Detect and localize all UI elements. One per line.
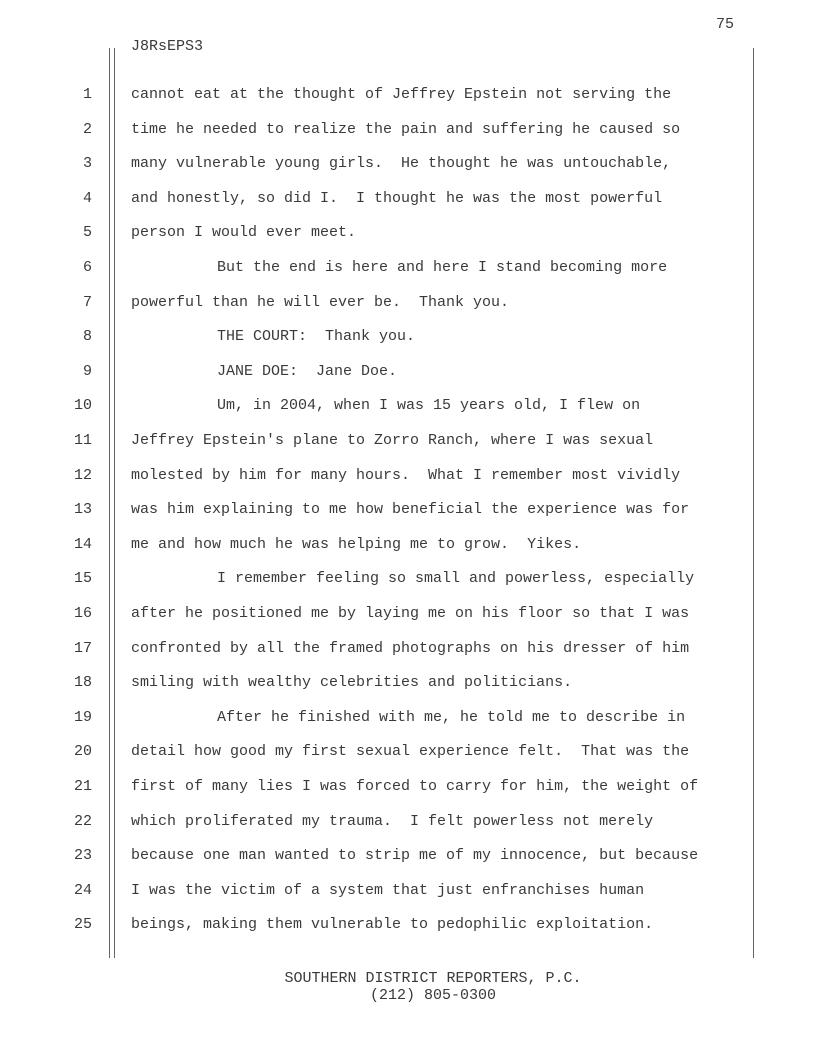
transcript-line bbox=[0, 843, 816, 869]
transcript-line bbox=[0, 532, 816, 558]
line-number: 5 bbox=[82, 224, 92, 242]
line-number: 22 bbox=[73, 812, 92, 830]
line-text: molested by him for many hours. What I remember most vividly bbox=[131, 466, 681, 484]
line-text: because one man wanted to strip me of my innocence, but because bbox=[131, 847, 699, 865]
line-text: cannot eat at the thought of Jeffrey Epstein not serving the bbox=[131, 86, 672, 103]
transcript-line bbox=[0, 324, 816, 350]
line-text: beings, making them vulnerable to pedophilic exploitation. bbox=[131, 916, 654, 934]
transcript-line bbox=[0, 290, 816, 316]
line-number: 10 bbox=[73, 397, 92, 415]
line-number: 15 bbox=[73, 570, 92, 588]
line-number: 18 bbox=[73, 674, 92, 692]
line-text: smiling with wealthy celebrities and politicians. bbox=[131, 674, 573, 692]
transcript-line bbox=[0, 878, 816, 904]
line-text: confronted by all the framed photographs on his dresser of him bbox=[131, 639, 690, 657]
line-text: Um, in 2004, when I was 15 years old, I flew on bbox=[217, 397, 641, 415]
line-number: 1 bbox=[82, 86, 92, 103]
transcript-line bbox=[0, 82, 816, 108]
line-number: 3 bbox=[82, 155, 92, 173]
line-number: 6 bbox=[82, 259, 92, 276]
line-number: 24 bbox=[73, 881, 92, 899]
line-number: 21 bbox=[73, 778, 92, 795]
transcript-line bbox=[0, 393, 816, 419]
transcript-line bbox=[0, 220, 816, 246]
line-text: powerful than he will ever be. Thank you. bbox=[131, 293, 510, 311]
transcript-line bbox=[0, 428, 816, 454]
transcript-line bbox=[0, 636, 816, 662]
line-text: detail how good my first sexual experience felt. That was the bbox=[131, 743, 690, 761]
line-text: which proliferated my trauma. I felt powerless not merely bbox=[131, 812, 654, 830]
line-text: After he finished with me, he told me to describe in bbox=[217, 708, 686, 726]
line-text: Jeffrey Epstein's plane to Zorro Ranch, where I was sexual bbox=[131, 432, 654, 449]
line-number: 14 bbox=[73, 535, 92, 553]
transcript-line bbox=[0, 705, 816, 731]
reporter-name: SOUTHERN DISTRICT REPORTERS, P.C. bbox=[284, 970, 582, 987]
line-number: 17 bbox=[73, 639, 92, 657]
transcript-line bbox=[0, 151, 816, 177]
line-number: 7 bbox=[82, 293, 92, 311]
transcript-line bbox=[0, 670, 816, 696]
line-number: 12 bbox=[73, 466, 92, 484]
transcript-line bbox=[0, 186, 816, 212]
line-text: first of many lies I was forced to carry for him, the weight of bbox=[131, 778, 699, 795]
transcript-line bbox=[0, 809, 816, 835]
line-text: and honestly, so did I. I thought he was the most powerful bbox=[131, 189, 663, 207]
line-text: JANE DOE: Jane Doe. bbox=[217, 362, 398, 380]
transcript-line bbox=[0, 566, 816, 592]
line-number: 23 bbox=[73, 847, 92, 865]
line-text: THE COURT: Thank you. bbox=[217, 328, 416, 346]
line-number: 4 bbox=[82, 189, 92, 207]
line-text: me and how much he was helping me to grow. Yikes. bbox=[131, 535, 582, 553]
transcript-line bbox=[0, 117, 816, 143]
transcript-line bbox=[0, 497, 816, 523]
line-number: 13 bbox=[73, 501, 92, 519]
transcript-line bbox=[0, 739, 816, 765]
line-number: 20 bbox=[73, 743, 92, 761]
line-number: 11 bbox=[73, 432, 92, 449]
line-text: person I would ever meet. bbox=[131, 224, 357, 242]
line-text: after he positioned me by laying me on his floor so that I was bbox=[131, 605, 690, 622]
transcript-line bbox=[0, 359, 816, 385]
line-text: I was the victim of a system that just enfranchises human bbox=[131, 881, 645, 899]
line-number: 2 bbox=[82, 120, 92, 138]
line-text: many vulnerable young girls. He thought he was untouchable, bbox=[131, 155, 672, 173]
line-number: 25 bbox=[73, 916, 92, 934]
line-number: 16 bbox=[73, 605, 92, 622]
transcript-line bbox=[0, 912, 816, 938]
page-number: 75 bbox=[716, 16, 735, 33]
reporter-phone: (212) 805-0300 bbox=[369, 987, 497, 1004]
line-number: 9 bbox=[82, 362, 92, 380]
transcript-line bbox=[0, 601, 816, 627]
line-text: I remember feeling so small and powerless, especially bbox=[217, 570, 695, 588]
case-id: J8RsEPS3 bbox=[131, 38, 204, 55]
line-number: 8 bbox=[82, 328, 92, 346]
line-text: was him explaining to me how beneficial the experience was for bbox=[131, 501, 690, 519]
line-number: 19 bbox=[73, 708, 92, 726]
line-text: But the end is here and here I stand becoming more bbox=[217, 259, 668, 276]
transcript-line bbox=[0, 774, 816, 800]
footer bbox=[0, 970, 816, 1004]
line-text: time he needed to realize the pain and suffering he caused so bbox=[131, 120, 681, 138]
transcript-line bbox=[0, 255, 816, 281]
transcript-line bbox=[0, 463, 816, 489]
